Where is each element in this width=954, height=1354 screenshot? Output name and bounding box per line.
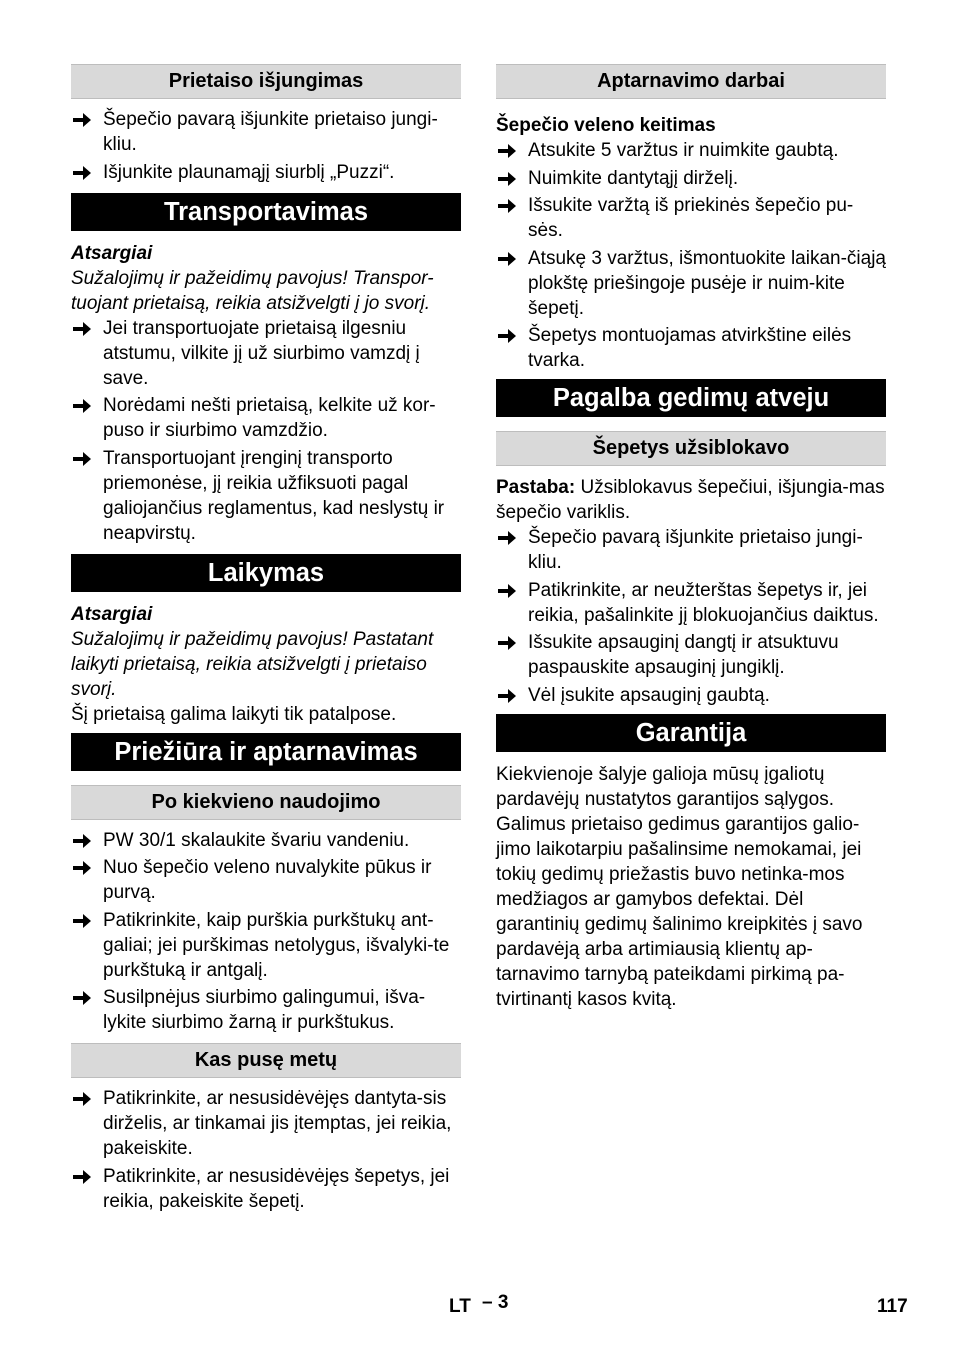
footer-page-ref: – 3 [482, 1292, 509, 1313]
laikymas-note: Šį prietaisą galima laikyti tik patalpose. [71, 703, 397, 725]
list-item [71, 1164, 461, 1214]
arrow-right-icon [73, 452, 91, 466]
list-item-text: Patikrinkite, ar nesusidėvėjęs šepetys, jei reikia, pakeiskite šepetį. [103, 1165, 450, 1212]
list-item-text: Išjunkite plaunamąjį siurblį „Puzzi“. [103, 161, 395, 183]
list-item-text: Susilpnėjus siurbimo galingumui, išva-lykite siurbimo žarną ir purkštukus. [103, 987, 426, 1033]
list-item [496, 578, 886, 628]
list-item [71, 908, 461, 983]
kas-puse-list [71, 1086, 461, 1214]
list-item-text: Vėl įsukite apsauginį gaubtą. [528, 684, 770, 706]
heading-transportavimas: Transportavimas [71, 193, 461, 231]
arrow-right-icon [73, 914, 91, 928]
sepecio-keitimas-title: Šepečio veleno keitimas [496, 115, 716, 136]
list-item [71, 985, 461, 1035]
arrow-right-icon [498, 329, 516, 343]
list-item [71, 160, 461, 185]
caution-text: Sužalojimų ir pažeidimų pavojus! Pastatant laikyti prietaisą, reikia atsižvelgti į prietaiso svorį. [71, 628, 434, 700]
list-item [71, 828, 461, 853]
list-item-text: Patikrinkite, ar neužterštas šepetys ir, jei reikia, pašalinkite jį blokuojančius daiktus. [528, 579, 879, 626]
heading-prieziura: Priežiūra ir aptarnavimas [71, 733, 461, 771]
footer-lang: LT [449, 1296, 471, 1317]
arrow-right-icon [73, 991, 91, 1005]
list-item [496, 683, 886, 708]
list-item [71, 393, 461, 443]
list-item-text: Šepečio pavarą išjunkite prietaiso jungi-kliu. [528, 527, 863, 573]
list-item-text: Nuo šepečio veleno nuvalykite pūkus ir purvą. [103, 857, 432, 903]
list-item-text: Išsukite varžtą iš priekinės šepečio pu-sės. [528, 195, 854, 241]
arrow-right-icon [498, 252, 516, 266]
arrow-right-icon [73, 113, 91, 127]
list-item-text: Patikrinkite, ar nesusidėvėjęs dantyta-sis dirželis, ar tinkamai jis įtemptas, jei reikia, pakeiskite. [103, 1088, 452, 1159]
list-item [496, 525, 886, 575]
list-item-text: Transportuojant įrenginį transporto priemonėse, jį reikia užfiksuoti pagal galiojančius reglamentus, kad neslystų ir neapvirstų. [103, 447, 445, 544]
uzsiblokavo-list [496, 525, 886, 708]
arrow-right-icon [73, 399, 91, 413]
caution-title: Atsargiai [71, 603, 153, 625]
arrow-right-icon [498, 531, 516, 545]
list-item [496, 166, 886, 191]
left-column [71, 64, 461, 1216]
list-item-text: PW 30/1 skalaukite švariu vandeniu. [103, 829, 410, 851]
caution-text: Sužalojimų ir pažeidimų pavojus! Transpor-tuojant prietaisą, reikia atsižvelgti į jo svorį. [71, 267, 434, 314]
list-item [71, 316, 461, 391]
arrow-right-icon [498, 584, 516, 598]
list-item-text: Atsukite 5 varžtus ir nuimkite gaubtą. [528, 140, 839, 161]
list-item [71, 446, 461, 546]
heading-po-kiekvieno: Po kiekvieno naudojimo [71, 785, 461, 820]
list-item-text: Patikrinkite, kaip purškia purkštukų ant-galiai; jei purškimas netolygus, išvalyki-te purkštuką ir antgalį. [103, 909, 450, 981]
caution-title: Atsargiai [71, 242, 153, 264]
list-item-text: Išsukite apsauginį dangtį ir atsuktuvu paspauskite apsauginį jungiklį. [528, 632, 839, 678]
list-item-text: Atsukę 3 varžtus, išmontuokite laikan-čiąją plokštę priešingoje pusėje ir nuim-kite šepetį. [528, 247, 886, 319]
arrow-right-icon [73, 166, 91, 180]
heading-garantija: Garantija [496, 714, 886, 752]
heading-prietaiso-isjungimas: Prietaiso išjungimas [71, 64, 461, 99]
list-item [496, 138, 886, 163]
list-item [496, 246, 886, 321]
arrow-right-icon [73, 1170, 91, 1184]
list-item-text: Šepečio pavarą išjunkite prietaiso jungi-kliu. [103, 109, 438, 155]
list-item [71, 107, 461, 157]
arrow-right-icon [73, 861, 91, 875]
arrow-right-icon [498, 172, 516, 186]
isjungimas-list [71, 107, 461, 185]
list-item-text: Jei transportuojate prietaisą ilgesniu atstumu, vilkite jį už siurbimo vamzdį į save. [103, 317, 420, 389]
arrow-right-icon [498, 689, 516, 703]
heading-aptarnavimo-darbai: Aptarnavimo darbai [496, 64, 886, 99]
heading-uzsiblokavo: Šepetys užsiblokavo [496, 431, 886, 466]
arrow-right-icon [498, 144, 516, 158]
arrow-right-icon [73, 834, 91, 848]
transport-list [71, 316, 461, 546]
page-number: 117 [877, 1296, 908, 1317]
list-item-text: Šepetys montuojamas atvirkštine eilės tvarka. [528, 325, 852, 371]
list-item-text: Nuimkite dantytąjį dirželį. [528, 167, 739, 189]
heading-pagalba: Pagalba gedimų atveju [496, 379, 886, 417]
garantija-text: Kiekvienoje šalyje galioja mūsų įgaliotų pardavėjų nustatytos garantijos sąlygos. Galimus prietaiso gedimus garantijos galio-jimo laikotarpiu pašalinsime nemokamai, jei tokių gedimų priežastis buvo netinka-mos medžiagos ar gamybos defektai. Dėl garantinių gedimų šalinimo kreipkitės į savo pardavėją arba artimiausią klientų ap-tarnavimo tarnybą pateikdami pirkimą pa-tvirtinantį kasos kvitą. [496, 763, 863, 1010]
list-item [496, 193, 886, 243]
pastaba-label: Pastaba: [496, 477, 576, 498]
heading-laikymas: Laikymas [71, 554, 461, 592]
arrow-right-icon [73, 322, 91, 336]
list-item [71, 1086, 461, 1161]
arrow-right-icon [498, 199, 516, 213]
pastaba-text: Užsiblokavus šepečiui, išjungia-mas šepečio variklis. [496, 477, 885, 523]
arrow-right-icon [73, 1092, 91, 1106]
list-item [496, 630, 886, 680]
arrow-right-icon [498, 636, 516, 650]
list-item [71, 855, 461, 905]
pastaba-paragraph [496, 475, 886, 525]
po-kiekvieno-list [71, 828, 461, 1036]
right-column [496, 64, 886, 1012]
heading-kas-puse-metu: Kas pusę metų [71, 1043, 461, 1078]
list-item-text: Norėdami nešti prietaisą, kelkite už kor-puso ir siurbimo vamzdžio. [103, 395, 436, 441]
list-item [496, 323, 886, 373]
sepecio-list [496, 138, 886, 373]
